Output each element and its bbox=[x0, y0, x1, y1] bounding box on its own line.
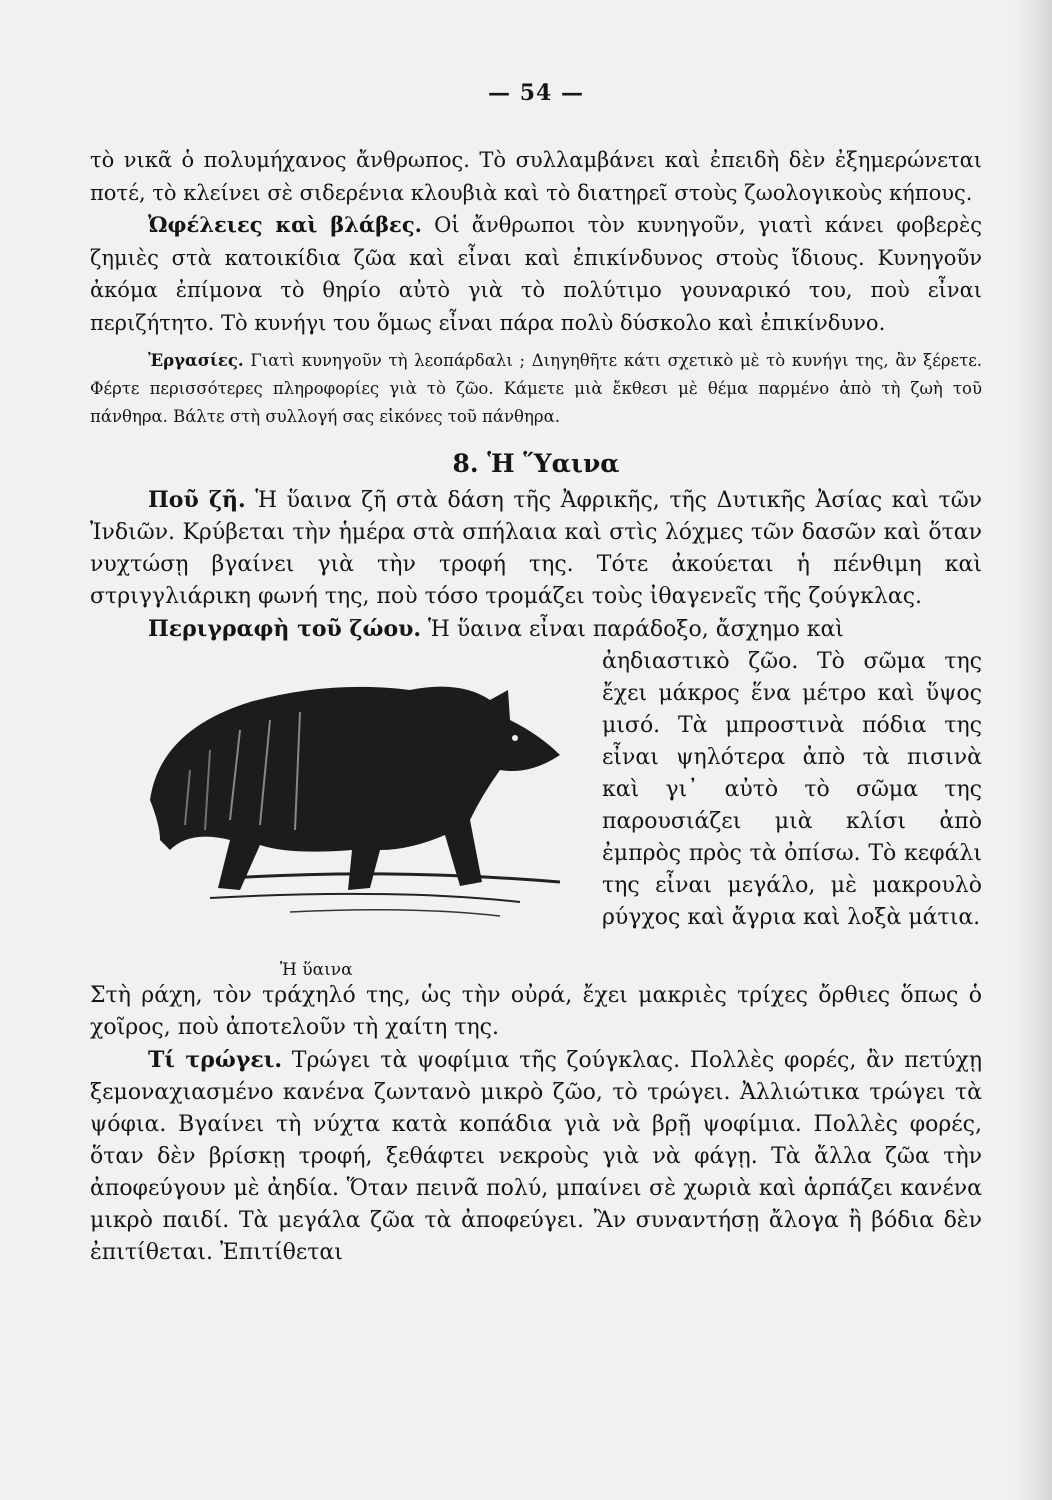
description-heading: Περιγραφὴ τοῦ ζώου. bbox=[148, 616, 422, 642]
page-edge-shadow bbox=[1012, 0, 1052, 1500]
exercises-paragraph bbox=[90, 347, 982, 431]
food-text: Τρώγει τὰ ψοφίμια τῆς ζούγκλας. Πολλὲς φορές, ἂν πετύχῃ ξεμοναχιασμένο κανένα ζωντανὸ μικρὸ ζῶο, τὸ τρώγει. Ἀλλιώτικα τρώγει τὰ ψόφια. Βγαίνει τὴ νύχτα κατὰ κοπάδια γιὰ νὰ βρῇ ψοφίμια. Πολλὲς φορές, ὅταν δὲν βρίσκῃ τροφή, ξεθάφτει νεκροὺς γιὰ νὰ φάγῃ. Τὰ ἄλλα ζῶα τὴν ἀποφεύγουν μὲ ἀηδία. Ὅταν πεινᾶ πολύ, μπαίνει σὲ χωριὰ καὶ ἁρπάζει κανένα μικρὸ παιδί. Τὰ μεγάλα ζῶα τὰ ἀποφεύγει. Ἂν συναντήσῃ ἄλογα ἢ βόδια δὲν ἐπιτίθεται. Ἐπιτίθεται bbox=[90, 1048, 982, 1265]
habitat-text: Ἡ ὕαινα ζῆ στὰ δάση τῆς Ἀφρικῆς, τῆς Δυτικῆς Ἀσίας καὶ τῶν Ἰνδιῶν. Κρύβεται τὴν ἡμέρα στὰ σπήλαια καὶ στὶς λόχμες τῶν δασῶν καὶ ὅταν νυχτώσῃ βγαίνει γιὰ τὴν τροφή της. Τότε ἀκούεται ἡ πένθιμη καὶ στριγγλιάρικη φωνή της, ποὺ τόσο τρομάζει τοὺς ἰθαγενεῖς τῆς ζούγκλας. bbox=[90, 488, 983, 609]
exercises-text: Γιατὶ κυνηγοῦν τὴ λεοπάρδαλι ; Διηγηθῆτε κάτι σχετικὸ μὲ τὸ κυνήγι της, ἂν ξέρετε. Φέρτε περισσότερες πληροφορίες γιὰ τὸ ζῶο. Κάμετε μιὰ ἔκθεσι μὲ θέμα παρμένο ἀπὸ τὴ ζωὴ τοῦ πάνθηρα. Βάλτε στὴ συλλογή σας εἰκόνες τοῦ πάνθηρα. bbox=[90, 351, 982, 426]
description-text-side: ἀηδιαστικὸ ζῶο. Τὸ σῶμα της ἔχει μάκρος ἕνα μέτρο καὶ ὕψος μισό. Τὰ μπροστινὰ πόδια της εἶναι ψηλότερα ἀπὸ τὰ πισινὰ καὶ γι᾽ αὐτὸ τὸ σῶμα της παρουσιάζει μιὰ κλίσι ἀπὸ ἐμπρὸς πρὸς τὰ ὀπίσω. Τὸ κεφάλι της εἶναι μεγάλο, μὲ μακρουλὸ ρύγχος καὶ ἄγρια καὶ λοξὰ μάτια. bbox=[602, 649, 982, 930]
description-text-top: Ἡ ὕαινα εἶναι παράδοξο, ἄσχημο καὶ bbox=[428, 617, 844, 642]
description-first-line bbox=[90, 613, 982, 646]
continued-paragraph: τὸ νικᾶ ὁ πολυμήχανος ἄνθρωπος. Τὸ συλλαμβάνει καὶ ἐπειδὴ δὲν ἐξημερώνεται ποτέ, τὸ κλείνει σὲ σιδερένια κλουβιὰ καὶ τὸ διατηρεῖ στοὺς ζωολογικοὺς κήπους. bbox=[90, 148, 982, 205]
food-heading: Τί τρώγει. bbox=[148, 1047, 283, 1073]
hyena-illustration bbox=[90, 650, 590, 950]
exercises-block bbox=[90, 347, 982, 431]
page-number: — 54 — bbox=[488, 80, 584, 106]
book-page bbox=[90, 80, 982, 1269]
figure-caption: Ἡ ὕαινα bbox=[280, 960, 353, 980]
benefits-paragraph bbox=[90, 209, 982, 339]
figure-with-text bbox=[90, 646, 982, 980]
exercises-heading: Ἐργασίες. bbox=[148, 351, 244, 370]
hyena-figure bbox=[90, 650, 590, 980]
benefits-text: Οἱ ἄνθρωποι τὸν κυνηγοῦν, γιατὶ κάνει φοβερὲς ζημιὲς στὰ κατοικίδια ζῶα καὶ εἶναι καὶ ἐπικίνδυνος στοὺς ἴδιους. Κυνηγοῦν ἀκόμα ἐπίμονα τὸ θηρίο αὐτὸ γιὰ τὸ πολύτιμο γουναρικό του, ποὺ εἶναι περιζήτητο. Τὸ κυνήγι του ὅμως εἶναι πάρα πολὺ δύσκολο καὶ ἐπικίνδυνο. bbox=[90, 213, 982, 335]
description-text-after: Στὴ ράχη, τὸν τράχηλό της, ὡς τὴν οὐρά, ἔχει μακριὲς τρίχες ὄρθιες ὅπως ὁ χοῖρος, ποὺ ἀποτελοῦν τὴ χαίτη της. bbox=[90, 983, 982, 1040]
food-paragraph bbox=[90, 1044, 982, 1269]
hyena-section bbox=[90, 449, 982, 1269]
benefits-heading: Ὠφέλειες καὶ βλάβες. bbox=[148, 212, 422, 237]
habitat-paragraph bbox=[90, 484, 982, 613]
section-title: 8. Ἡ Ὕαινα bbox=[452, 449, 620, 478]
habitat-heading: Ποῦ ζῆ. bbox=[148, 487, 246, 513]
